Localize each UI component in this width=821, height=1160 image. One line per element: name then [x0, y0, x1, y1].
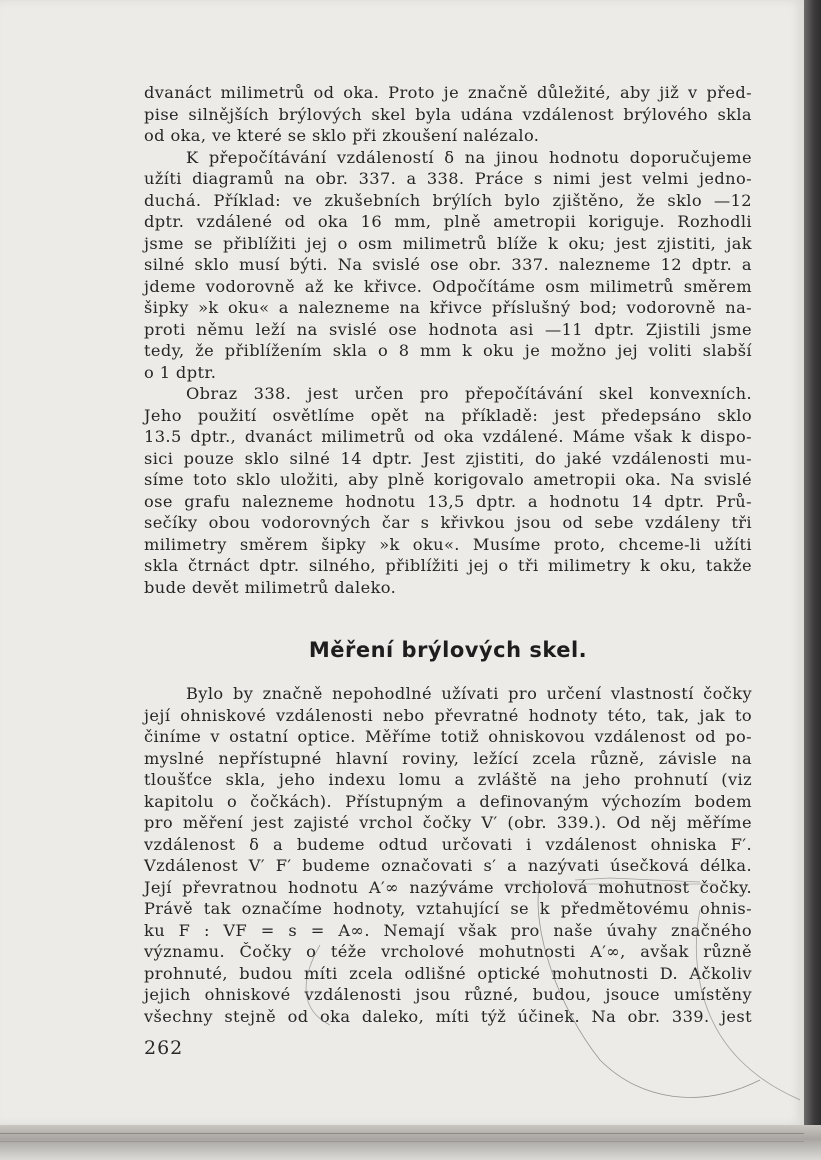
- paragraph-4: [144, 683, 752, 1027]
- page-stack-edge: [0, 1125, 821, 1160]
- text-line: Právě tak označíme hodnoty, vztahující se k předmětovému ohnis-: [144, 899, 752, 918]
- text-line: Bylo by značně nepohodlné užívati pro určení vlastností čočky: [186, 684, 752, 703]
- text-line: Obraz 338. jest určen pro přepočítávání skel konvexních.: [186, 384, 752, 403]
- text-line: pro měření jest zajisté vrchol čočky V′ (obr. 339.). Od něj měříme: [144, 813, 752, 832]
- text-line: její ohniskové vzdálenosti nebo převratné hodnoty této, tak, jak to: [144, 705, 752, 725]
- text-line: sici pouze sklo silné 14 dptr. Jest zjistiti, do jaké vzdálenosti mu-: [144, 448, 752, 468]
- text-line: šipky »k oku« a nalezneme na křivce příslušný bod; vodorovně na-: [144, 298, 752, 317]
- body-text: [144, 82, 752, 1027]
- text-line: dvanáct milimetrů od oka. Proto je značně důležité, aby již v před-: [144, 83, 752, 102]
- text-line: vzdálenost δ a budeme odtud určovati i vzdálenost ohniska F′.: [144, 834, 752, 854]
- text-line: jejich ohniskové vzdálenosti jsou různé, budou, jsouce umístěny: [144, 985, 752, 1004]
- text-line: milimetry směrem šipky »k oku«. Musíme proto, chceme-li užíti: [144, 534, 752, 554]
- text-line: prohnuté, budou míti zcela odlišné optické mohutnosti D. Ačkoliv: [144, 963, 752, 983]
- text-line: dptr. vzdálené od oka 16 mm, plně ametropii koriguje. Rozhodli: [144, 212, 752, 231]
- text-line: K přepočítávání vzdáleností δ na jinou hodnotu doporučujeme: [186, 147, 752, 167]
- book-spine-shadow: [804, 0, 821, 1160]
- text-line: proti němu leží na svislé ose hodnota asi —11 dptr. Zjistili jsme: [144, 319, 752, 339]
- text-line: myslné nepřístupné hlavní roviny, ležící zcela různě, závisle na: [144, 748, 752, 768]
- text-line: jdeme vodorovně až ke křivce. Odpočítáme osm milimetrů směrem: [144, 276, 752, 296]
- text-line: Jeho použití osvětlíme opět na příkladě: jest předepsáno sklo: [144, 405, 752, 425]
- paragraph-2: [144, 147, 752, 384]
- section-heading: Měření brýlových skel.: [308, 638, 588, 662]
- text-line: o 1 dptr.: [144, 362, 217, 382]
- text-line: významu. Čočky o téže vrcholové mohutnosti A′∞, avšak různě: [144, 942, 752, 961]
- text-line: tloušťce skla, jeho indexu lomu a zvláště na jeho prohnutí (viz: [144, 770, 752, 789]
- text-line: tedy, že přiblížením skla o 8 mm k oku je možno jej voliti slabší: [144, 341, 752, 360]
- text-line: kapitolu o čočkách). Přístupným a definovaným výchozím bodem: [144, 791, 752, 811]
- paragraph-3: [144, 383, 752, 598]
- text-line: skla čtrnáct dptr. silného, přiblížiti jej o tři milimetry k oku, takže: [144, 556, 752, 575]
- text-line: pise silnějších brýlových skel byla udána vzdálenost brýlového skla: [144, 104, 752, 124]
- text-line: Vzdálenost V′ F′ budeme označovati s′ a nazývati úsečková délka.: [144, 856, 752, 875]
- text-line: ku F : VF = s = A∞. Nemají však pro naše úvahy značného: [144, 920, 752, 940]
- text-line: činíme v ostatní optice. Měříme totiž ohniskovou vzdálenost od po-: [144, 727, 752, 746]
- text-line: síme toto sklo uložiti, aby plně korigovalo ametropii oka. Na svislé: [144, 470, 752, 489]
- text-line: všechny stejně od oka daleko, míti týž účinek. Na obr. 339. jest: [144, 1006, 752, 1026]
- text-line: Její převratnou hodnotu A′∞ nazýváme vrcholová mohutnost čočky.: [144, 877, 752, 897]
- text-line: silné sklo musí býti. Na svislé ose obr. 337. nalezneme 12 dptr. a: [144, 255, 752, 274]
- text-line: bude devět milimetrů daleko.: [144, 577, 397, 597]
- text-line: užíti diagramů na obr. 337. a 338. Práce s nimi jest velmi jedno-: [144, 169, 752, 188]
- paragraph-1: [144, 82, 752, 147]
- page-number: 262: [144, 1037, 184, 1059]
- text-line: sečíky obou vodorovných čar s křivkou jsou od sebe vzdáleny tři: [144, 513, 752, 532]
- text-line: od oka, ve které se sklo při zkoušení nalézalo.: [144, 126, 540, 145]
- text-line: ose grafu nalezneme hodnotu 13,5 dptr. a hodnotu 14 dptr. Prů-: [144, 491, 752, 511]
- text-line: duchá. Příklad: ve zkušebních brýlích bylo zjištěno, že sklo —12: [144, 190, 752, 210]
- text-line: jsme se přiblížiti jej o osm milimetrů blíže k oku; jest zjistiti, jak: [144, 233, 752, 253]
- text-line: 13.5 dptr., dvanáct milimetrů od oka vzdálené. Máme však k dispo-: [144, 427, 752, 446]
